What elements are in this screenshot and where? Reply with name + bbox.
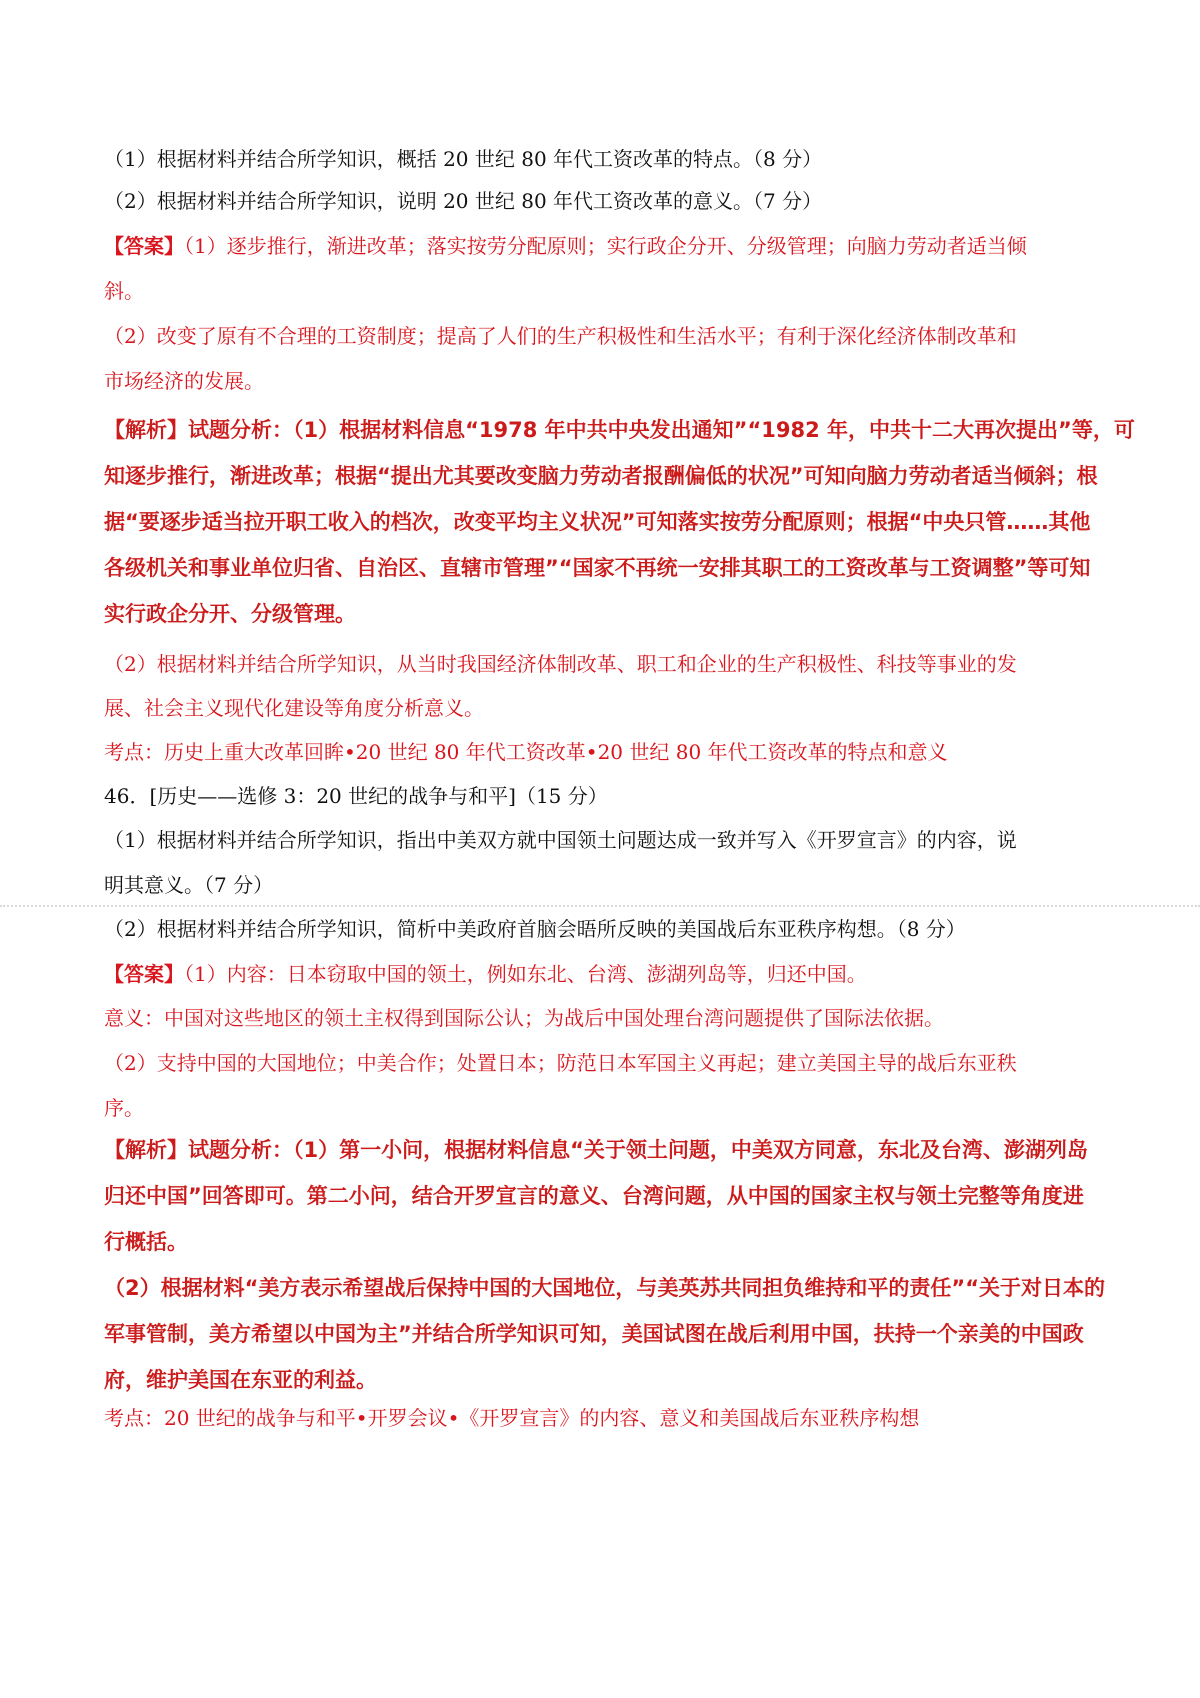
question-46-part-1-line-1: （1）根据材料并结合所学知识，指出中美双方就中国领土问题达成一致并写入《开罗宣言》的内容，说 bbox=[104, 828, 1017, 852]
analysis-45-part-2-line-1: （2）根据材料并结合所学知识，从当时我国经济体制改革、职工和企业的生产积极性、科技等事业的发 bbox=[104, 652, 1017, 676]
analysis-46-line-1 bbox=[104, 1136, 1114, 1164]
question-46-part-2: （2）根据材料并结合所学知识，简析中美政府首脑会晤所反映的美国战后东亚秩序构想。（8 分） bbox=[104, 917, 966, 941]
answer-46-line-1 bbox=[104, 960, 1114, 988]
question-45-part-2: （2）根据材料并结合所学知识，说明 20 世纪 80 年代工资改革的意义。（7 分） bbox=[104, 189, 823, 213]
answer-46-meaning: 意义：中国对这些地区的领土主权得到国际公认；为战后中国处理台湾问题提供了国际法依据。 bbox=[104, 1006, 944, 1030]
analysis-46-text-1: 试题分析：（1）第一小问，根据材料信息“关于领土问题，中美双方同意，东北及台湾、澎湖列岛 bbox=[188, 1138, 1088, 1162]
analysis-46-part-2-line-2: 军事管制，美方希望以中国为主”并结合所学知识可知，美国试图在战后利用中国，扶持一个亲美的中国政 bbox=[104, 1322, 1084, 1346]
answer-45-line-1 bbox=[104, 232, 1114, 260]
analysis-46-line-2: 归还中国”回答即可。第二小问，结合开罗宣言的意义、台湾问题，从中国的国家主权与领土完整等角度进 bbox=[104, 1184, 1084, 1208]
question-46-heading: 46．[历史——选修 3：20 世纪的战争与和平]（15 分） bbox=[104, 784, 608, 808]
answer-tag: 【答案】 bbox=[104, 962, 184, 986]
analysis-tag: 【解析】 bbox=[104, 418, 188, 442]
exam-point-46: 考点：20 世纪的战争与和平•开罗会议•《开罗宣言》的内容、意义和美国战后东亚秩序构想 bbox=[104, 1406, 920, 1430]
analysis-46-part-2-line-3: 府，维护美国在东亚的利益。 bbox=[104, 1368, 377, 1392]
answer-45-line-2: 斜。 bbox=[104, 279, 144, 303]
dotted-divider bbox=[0, 905, 1200, 907]
answer-45-line-3: （2）改变了原有不合理的工资制度；提高了人们的生产积极性和生活水平；有利于深化经济体制改革和 bbox=[104, 324, 1017, 348]
analysis-45-line-1 bbox=[104, 416, 1135, 444]
analysis-45-line-2: 知逐步推行，渐进改革；根据“提出尤其要改变脑力劳动者报酬偏低的状况”可知向脑力劳动者适当倾斜；根 bbox=[104, 464, 1098, 488]
answer-46-line-3: （2）支持中国的大国地位；中美合作；处置日本；防范日本军国主义再起；建立美国主导的战后东亚秩 bbox=[104, 1051, 1017, 1075]
analysis-tag: 【解析】 bbox=[104, 1138, 188, 1162]
answer-45-part-1-text: （1）逐步推行，渐进改革；落实按劳分配原则；实行政企分开、分级管理；向脑力劳动者适当倾 bbox=[184, 234, 1027, 258]
answer-tag: 【答案】 bbox=[104, 234, 184, 258]
answer-46-line-4: 序。 bbox=[104, 1096, 144, 1120]
exam-point-45: 考点：历史上重大改革回眸•20 世纪 80 年代工资改革•20 世纪 80 年代工资改革的特点和意义 bbox=[104, 740, 948, 764]
question-45-part-1: （1）根据材料并结合所学知识，概括 20 世纪 80 年代工资改革的特点。（8 分） bbox=[104, 147, 823, 171]
analysis-45-line-3: 据“要逐步适当拉开职工收入的档次，改变平均主义状况”可知落实按劳分配原则；根据“中央只管……其他 bbox=[104, 510, 1091, 534]
analysis-46-part-2-line-1: （2）根据材料“美方表示希望战后保持中国的大国地位，与美英苏共同担负维持和平的责任”“关于对日本的 bbox=[104, 1276, 1106, 1300]
question-46-part-1-line-2: 明其意义。（7 分） bbox=[104, 873, 274, 897]
answer-46-part-1-text: （1）内容：日本窃取中国的领土，例如东北、台湾、澎湖列岛等，归还中国。 bbox=[184, 962, 867, 986]
answer-45-line-4: 市场经济的发展。 bbox=[104, 369, 264, 393]
analysis-45-line-4: 各级机关和事业单位归省、自治区、直辖市管理”“国家不再统一安排其职工的工资改革与工资调整”等可知 bbox=[104, 556, 1091, 580]
analysis-46-line-3: 行概括。 bbox=[104, 1230, 188, 1254]
analysis-45-line-5: 实行政企分开、分级管理。 bbox=[104, 602, 356, 626]
analysis-45-text-1: 试题分析：（1）根据材料信息“1978 年中共中央发出通知”“1982 年，中共十二大再次提出”等，可 bbox=[188, 418, 1135, 442]
analysis-45-part-2-line-2: 展、社会主义现代化建设等角度分析意义。 bbox=[104, 696, 484, 720]
